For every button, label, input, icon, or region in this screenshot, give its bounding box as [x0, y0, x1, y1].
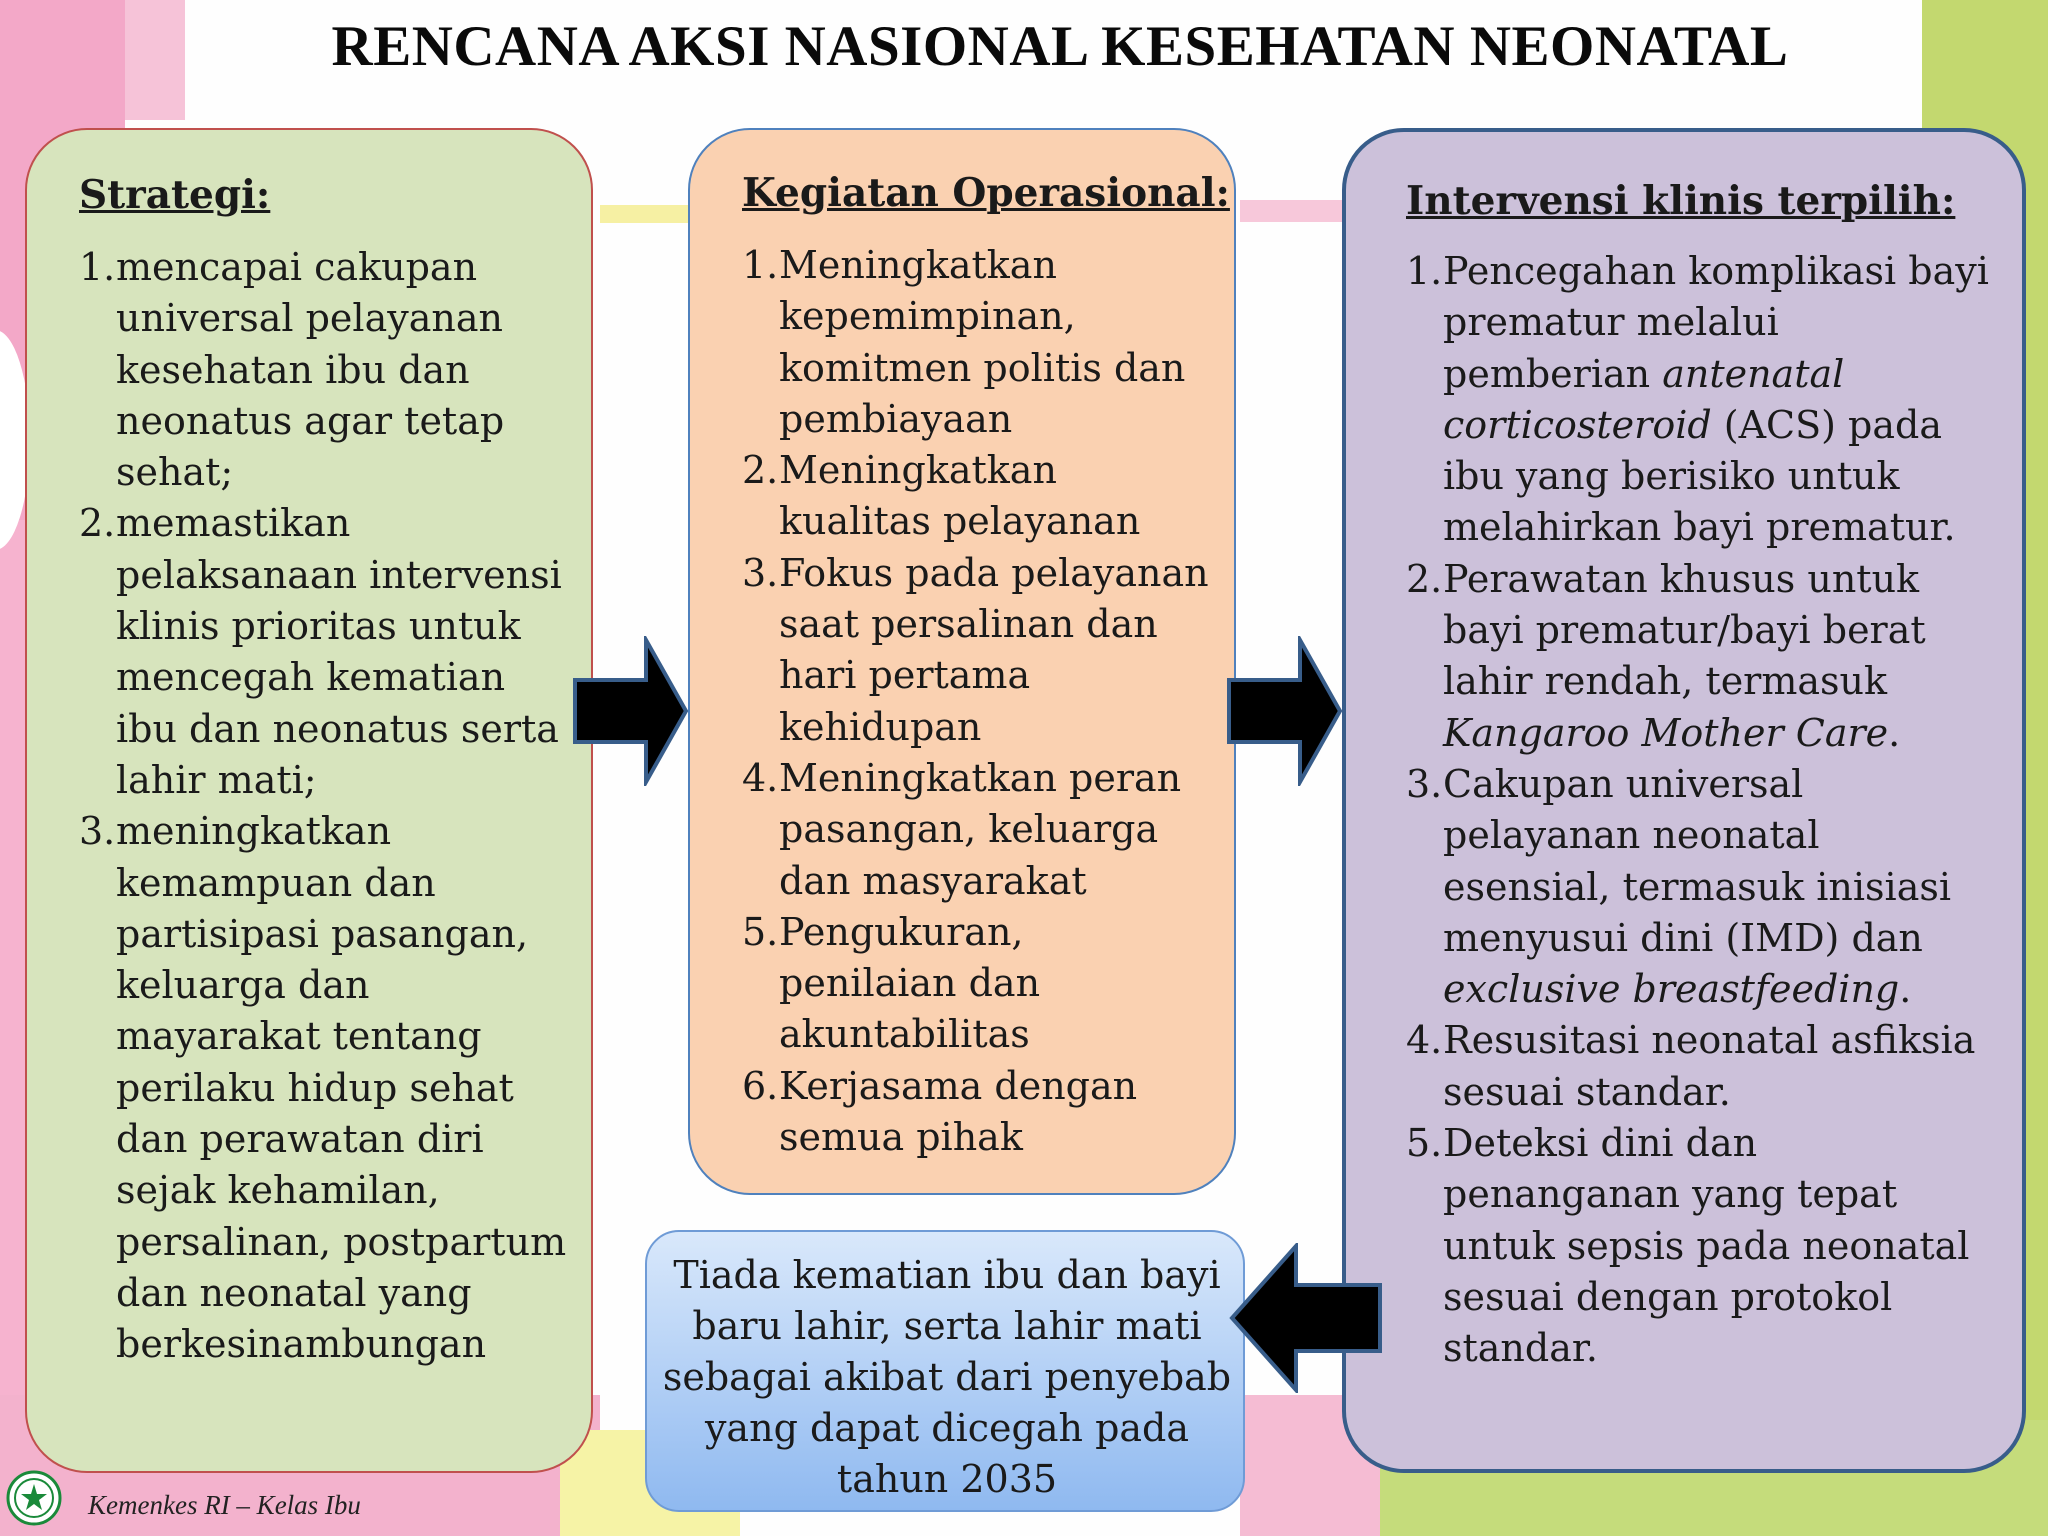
list-item-text: Resusitasi neonatal asfiksia sesuai standar. [1443, 1018, 1976, 1114]
intervensi-list [1406, 246, 1996, 1375]
list-item-text: Deteksi dini dan penanganan yang tepat untuk sepsis pada neonatal sesuai dengan protokol standar. [1443, 1121, 1970, 1371]
list-number: 1. [742, 243, 779, 287]
list-number: 1. [79, 245, 116, 289]
kegiatan-item [742, 1061, 1212, 1164]
kegiatan-list [742, 240, 1212, 1163]
italic-term: antenatal corticosteroid [1443, 351, 1845, 447]
intervensi-item [1406, 1118, 1996, 1374]
list-number: 1. [1406, 249, 1443, 293]
list-item-text: Perawatan khusus untuk bayi prematur/bayi berat lahir rendah, termasuk [1443, 556, 1926, 704]
kegiatan-item [742, 907, 1212, 1061]
list-item-text: Pengukuran, penilaian dan akuntabilitas [779, 909, 1041, 1057]
kegiatan-heading: Kegiatan Operasional: [742, 170, 1230, 216]
kemenkes-logo-icon [6, 1470, 62, 1526]
list-number: 3. [1406, 761, 1443, 806]
strategi-box [25, 128, 593, 1473]
list-item-text: Meningkatkan peran pasangan, keluarga dan masyarakat [779, 755, 1182, 903]
list-number: 3. [742, 550, 779, 595]
intervensi-klinis-box [1342, 128, 2026, 1473]
list-number: 6. [742, 1063, 779, 1108]
list-item-text: Meningkatkan kepemimpinan, komitmen politis dan pembiayaan [779, 243, 1186, 441]
intervensi-item [1406, 759, 1996, 1015]
list-number: 2. [79, 501, 116, 546]
goal-box [645, 1230, 1245, 1512]
list-number: 3. [79, 809, 116, 854]
list-item-text: Fokus pada pelayanan saat persalinan dan hari pertama kehidupan [779, 550, 1209, 749]
list-item-text: meningkatkan kemampuan dan partisipasi pasangan, keluarga dan mayarakat tentang perilaku hidup sehat dan perawatan diri sejak kehamilan, persalinan, postpartum dan neonatal yang berkesinambungan [116, 809, 567, 1367]
list-number: 5. [742, 909, 779, 954]
goal-text: Tiada kematian ibu dan bayi baru lahir, serta lahir mati sebagai akibat dari penyebab yang dapat dicegah pada tahun 2035 [662, 1253, 1232, 1501]
list-item-text: mencapai cakupan universal pelayanan kesehatan ibu dan neonatus agar tetap sehat; [116, 245, 505, 495]
list-number: 4. [742, 755, 779, 800]
right-arrow-icon [572, 636, 692, 786]
list-item-text: Cakupan universal pelayanan neonatal esensial, termasuk inisiasi menyusui dini (IMD) dan [1443, 761, 1952, 960]
intervensi-item [1406, 246, 1996, 554]
list-item-text: Kerjasama dengan semua pihak [779, 1063, 1138, 1160]
kegiatan-item [742, 753, 1212, 907]
footer-credit: Kemenkes RI – Kelas Ibu [88, 1490, 361, 1520]
kegiatan-operasional-box [688, 128, 1236, 1195]
list-item-text: (ACS) pada ibu yang berisiko untuk melahirkan bayi prematur. [1443, 402, 1956, 550]
right-arrow-icon [1226, 636, 1346, 786]
list-item-text: Meningkatkan kualitas pelayanan [779, 448, 1141, 544]
background-pink-strip [125, 0, 185, 120]
strategi-item [79, 242, 569, 498]
page-title: RENCANA AKSI NASIONAL KESEHATAN NEONATAL [331, 15, 1789, 78]
italic-term: Kangaroo Mother Care [1443, 710, 1889, 755]
strategi-heading: Strategi: [79, 172, 271, 218]
strategi-item [79, 806, 569, 1370]
list-number: 4. [1406, 1018, 1443, 1063]
kegiatan-item [742, 240, 1212, 445]
list-number: 2. [1406, 556, 1443, 601]
kegiatan-item [742, 548, 1212, 753]
list-item-text: Pencegahan komplikasi bayi prematur melalui pemberian [1443, 249, 1989, 396]
left-arrow-icon [1228, 1243, 1384, 1393]
strategi-item [79, 498, 569, 806]
list-item-text: . [1899, 967, 1912, 1012]
intervensi-item [1406, 554, 1996, 759]
list-number: 5. [1406, 1121, 1443, 1166]
list-number: 2. [742, 448, 779, 493]
intervensi-heading: Intervensi klinis terpilih: [1406, 178, 1956, 224]
intervensi-item [1406, 1015, 1996, 1118]
kegiatan-item [742, 445, 1212, 548]
list-item-text: . [1888, 710, 1901, 755]
list-item-text: memastikan pelaksanaan intervensi klinis prioritas untuk mencegah kematian ibu dan neonatus serta lahir mati; [116, 501, 562, 802]
italic-term: exclusive breastfeeding [1443, 967, 1900, 1012]
strategi-list [79, 242, 569, 1371]
